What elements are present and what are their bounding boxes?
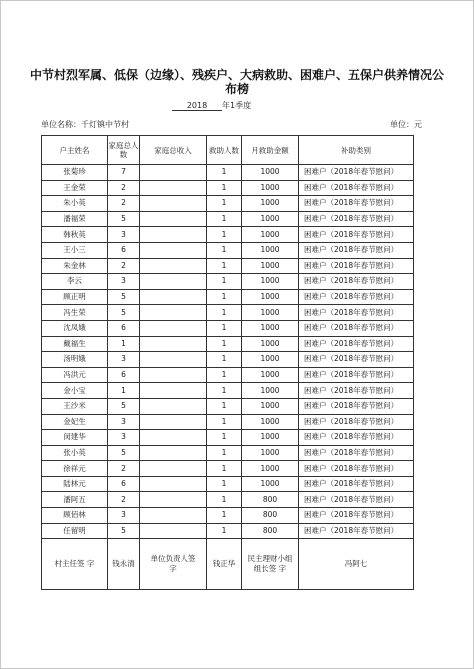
table-row: [42, 352, 414, 368]
table-row: [42, 398, 414, 414]
cell-name: 朱小英: [42, 196, 108, 212]
cell-name: 冯生荣: [42, 305, 108, 321]
cell-family-count: 3: [108, 274, 140, 290]
cell-monthly-amount: 1000: [242, 274, 299, 290]
cell-monthly-amount: 1000: [242, 258, 299, 274]
cell-income: [140, 461, 207, 477]
cell-aid-count: 1: [207, 227, 242, 243]
table-header-row: [42, 136, 414, 165]
cell-income: [140, 398, 207, 414]
cell-aid-count: 1: [207, 445, 242, 461]
cell-aid-count: 1: [207, 492, 242, 508]
cell-family-count: 2: [108, 258, 140, 274]
table-row: [42, 383, 414, 399]
cell-family-count: 5: [108, 305, 140, 321]
cell-name: 顾佰林: [42, 508, 108, 524]
cell-monthly-amount: 1000: [242, 305, 299, 321]
cell-monthly-amount: 1000: [242, 367, 299, 383]
cell-income: [140, 367, 207, 383]
cell-name: 王小三: [42, 242, 108, 258]
cell-income: [140, 492, 207, 508]
relief-table: [41, 135, 414, 590]
cell-aid-count: 1: [207, 352, 242, 368]
cell-aid-count: 1: [207, 180, 242, 196]
header-income: 家庭总收入: [140, 136, 207, 165]
cell-income: [140, 180, 207, 196]
cell-aid-count: 1: [207, 461, 242, 477]
cell-income: [140, 336, 207, 352]
cell-income: [140, 352, 207, 368]
cell-income: [140, 274, 207, 290]
cell-category: 困难户（2018年春节慰问）: [299, 242, 414, 258]
cell-family-count: 6: [108, 320, 140, 336]
table-row: [42, 227, 414, 243]
cell-name: 韩秋英: [42, 227, 108, 243]
header-family-count: [108, 136, 140, 165]
cell-family-count: 1: [108, 336, 140, 352]
header-aid-count-text: 救助人数: [209, 145, 239, 155]
cell-name: 任留明: [42, 523, 108, 539]
cell-monthly-amount: 1000: [242, 336, 299, 352]
cell-category: 困难户（2018年春节慰问）: [299, 414, 414, 430]
header-monthly-amount-text: 月救助金额: [251, 145, 289, 155]
cell-income: [140, 227, 207, 243]
cell-category: 困难户（2018年春节慰问）: [299, 445, 414, 461]
cell-category: 困难户（2018年春节慰问）: [299, 227, 414, 243]
cell-family-count: 1: [108, 383, 140, 399]
cell-monthly-amount: 1000: [242, 430, 299, 446]
unit-of-measure: 单位：元: [390, 120, 422, 129]
cell-family-count: 2: [108, 461, 140, 477]
period-year: 2018: [172, 101, 222, 111]
cell-aid-count: 1: [207, 476, 242, 492]
cell-monthly-amount: 1000: [242, 398, 299, 414]
cell-aid-count: 1: [207, 336, 242, 352]
cell-aid-count: 1: [207, 289, 242, 305]
cell-income: [140, 523, 207, 539]
cell-income: [140, 430, 207, 446]
table-row: [42, 461, 414, 477]
period-quarter: 年1季度: [222, 101, 252, 110]
table-row: [42, 196, 414, 212]
table-row: [42, 320, 414, 336]
cell-monthly-amount: 1000: [242, 352, 299, 368]
unit-head-name: 钱正华: [207, 539, 242, 590]
table-row: [42, 274, 414, 290]
cell-aid-count: 1: [207, 165, 242, 181]
table-row: [42, 242, 414, 258]
cell-category: 困难户（2018年春节慰问）: [299, 305, 414, 321]
cell-monthly-amount: 1000: [242, 383, 299, 399]
cell-name: 金小宝: [42, 383, 108, 399]
cell-income: [140, 445, 207, 461]
cell-name: 张菊珍: [42, 165, 108, 181]
cell-monthly-amount: 800: [242, 508, 299, 524]
report-period: [172, 100, 251, 111]
cell-family-count: 5: [108, 523, 140, 539]
cell-name: 陆林元: [42, 476, 108, 492]
table-row: [42, 414, 414, 430]
cell-family-count: 3: [108, 508, 140, 524]
cell-aid-count: 1: [207, 508, 242, 524]
cell-category: 困难户（2018年春节慰问）: [299, 508, 414, 524]
cell-aid-count: 1: [207, 414, 242, 430]
cell-category: 困难户（2018年春节慰问）: [299, 336, 414, 352]
cell-aid-count: 1: [207, 242, 242, 258]
cell-monthly-amount: 1000: [242, 196, 299, 212]
cell-name: 王沙米: [42, 398, 108, 414]
cell-monthly-amount: 1000: [242, 414, 299, 430]
table-row: [42, 508, 414, 524]
cell-aid-count: 1: [207, 274, 242, 290]
cell-monthly-amount: 800: [242, 523, 299, 539]
table-row: [42, 367, 414, 383]
cell-family-count: 3: [108, 352, 140, 368]
cell-category: 困难户（2018年春节慰问）: [299, 492, 414, 508]
cell-income: [140, 242, 207, 258]
table-row: [42, 258, 414, 274]
table-row: [42, 180, 414, 196]
cell-name: 李云: [42, 274, 108, 290]
cell-family-count: 2: [108, 180, 140, 196]
header-monthly-amount: [242, 136, 299, 165]
cell-income: [140, 383, 207, 399]
header-aid-count: [207, 136, 242, 165]
cell-name: 沈凤娥: [42, 320, 108, 336]
cell-family-count: 6: [108, 242, 140, 258]
cell-monthly-amount: 1000: [242, 461, 299, 477]
cell-family-count: 2: [108, 492, 140, 508]
table-row: [42, 211, 414, 227]
cell-monthly-amount: 1000: [242, 445, 299, 461]
header-family-count-text: 家庭总人数: [108, 141, 139, 159]
cell-name: 王金荣: [42, 180, 108, 196]
cell-name: 冯洪元: [42, 367, 108, 383]
cell-aid-count: 1: [207, 398, 242, 414]
cell-family-count: 6: [108, 367, 140, 383]
village-head-label: 村主任签 字: [42, 539, 108, 590]
unit-head-label: 单位负责人签 字: [140, 539, 207, 590]
table-row: [42, 430, 414, 446]
cell-family-count: 5: [108, 289, 140, 305]
cell-name: 顾正明: [42, 289, 108, 305]
cell-family-count: 2: [108, 196, 140, 212]
cell-income: [140, 476, 207, 492]
cell-aid-count: 1: [207, 430, 242, 446]
cell-income: [140, 289, 207, 305]
cell-income: [140, 211, 207, 227]
table-row: [42, 445, 414, 461]
cell-aid-count: 1: [207, 305, 242, 321]
header-name: 户主姓名: [42, 136, 108, 165]
cell-aid-count: 1: [207, 367, 242, 383]
cell-income: [140, 305, 207, 321]
table-row: [42, 165, 414, 181]
page-title: 中节村烈军属、低保（边缘）、残疾户、大病救助、困难户、五保户供养情况公布榜: [30, 68, 445, 96]
cell-income: [140, 320, 207, 336]
cell-income: [140, 508, 207, 524]
cell-income: [140, 165, 207, 181]
cell-category: 困难户（2018年春节慰问）: [299, 398, 414, 414]
finance-name: 冯阿七: [299, 539, 414, 590]
cell-category: 困难户（2018年春节慰问）: [299, 461, 414, 477]
cell-aid-count: 1: [207, 258, 242, 274]
cell-monthly-amount: 1000: [242, 165, 299, 181]
cell-family-count: 5: [108, 445, 140, 461]
cell-family-count: 6: [108, 476, 140, 492]
cell-category: 困难户（2018年春节慰问）: [299, 352, 414, 368]
cell-name: 闵建华: [42, 430, 108, 446]
table-row: [42, 476, 414, 492]
table-row: [42, 523, 414, 539]
cell-income: [140, 414, 207, 430]
cell-aid-count: 1: [207, 196, 242, 212]
signature-row: [42, 539, 414, 590]
table-row: [42, 492, 414, 508]
cell-monthly-amount: 800: [242, 492, 299, 508]
table-row: [42, 289, 414, 305]
cell-monthly-amount: 1000: [242, 476, 299, 492]
cell-monthly-amount: 1000: [242, 227, 299, 243]
cell-category: 困难户（2018年春节慰问）: [299, 258, 414, 274]
cell-aid-count: 1: [207, 523, 242, 539]
cell-category: 困难户（2018年春节慰问）: [299, 383, 414, 399]
unit-name: 单位名称：千灯镇中节村: [41, 120, 129, 129]
cell-monthly-amount: 1000: [242, 180, 299, 196]
cell-category: 困难户（2018年春节慰问）: [299, 274, 414, 290]
cell-name: 朱金林: [42, 258, 108, 274]
cell-family-count: 3: [108, 227, 140, 243]
cell-monthly-amount: 1000: [242, 320, 299, 336]
cell-category: 困难户（2018年春节慰问）: [299, 430, 414, 446]
cell-category: 困难户（2018年春节慰问）: [299, 196, 414, 212]
village-head-name: 钱永清: [108, 539, 140, 590]
cell-category: 困难户（2018年春节慰问）: [299, 211, 414, 227]
cell-category: 困难户（2018年春节慰问）: [299, 367, 414, 383]
finance-label: 民主理财小组组长签 字: [242, 539, 299, 590]
cell-category: 困难户（2018年春节慰问）: [299, 523, 414, 539]
cell-name: 金妃生: [42, 414, 108, 430]
cell-category: 困难户（2018年春节慰问）: [299, 320, 414, 336]
cell-monthly-amount: 1000: [242, 211, 299, 227]
cell-category: 困难户（2018年春节慰问）: [299, 476, 414, 492]
table-body: [42, 165, 414, 539]
cell-family-count: 5: [108, 398, 140, 414]
cell-category: 困难户（2018年春节慰问）: [299, 165, 414, 181]
cell-name: 徐祥元: [42, 461, 108, 477]
cell-name: 潘福荣: [42, 211, 108, 227]
cell-income: [140, 258, 207, 274]
cell-aid-count: 1: [207, 211, 242, 227]
cell-family-count: 3: [108, 414, 140, 430]
cell-category: 困难户（2018年春节慰问）: [299, 289, 414, 305]
cell-aid-count: 1: [207, 383, 242, 399]
cell-category: 困难户（2018年春节慰问）: [299, 180, 414, 196]
table-row: [42, 305, 414, 321]
table-row: [42, 336, 414, 352]
cell-income: [140, 196, 207, 212]
header-category: 补助类别: [299, 136, 414, 165]
cell-aid-count: 1: [207, 320, 242, 336]
cell-name: 汤明娥: [42, 352, 108, 368]
cell-family-count: 5: [108, 211, 140, 227]
cell-monthly-amount: 1000: [242, 242, 299, 258]
cell-name: 潘阿五: [42, 492, 108, 508]
cell-monthly-amount: 1000: [242, 289, 299, 305]
cell-family-count: 7: [108, 165, 140, 181]
cell-name: 张小英: [42, 445, 108, 461]
cell-name: 戴福生: [42, 336, 108, 352]
cell-family-count: 3: [108, 430, 140, 446]
